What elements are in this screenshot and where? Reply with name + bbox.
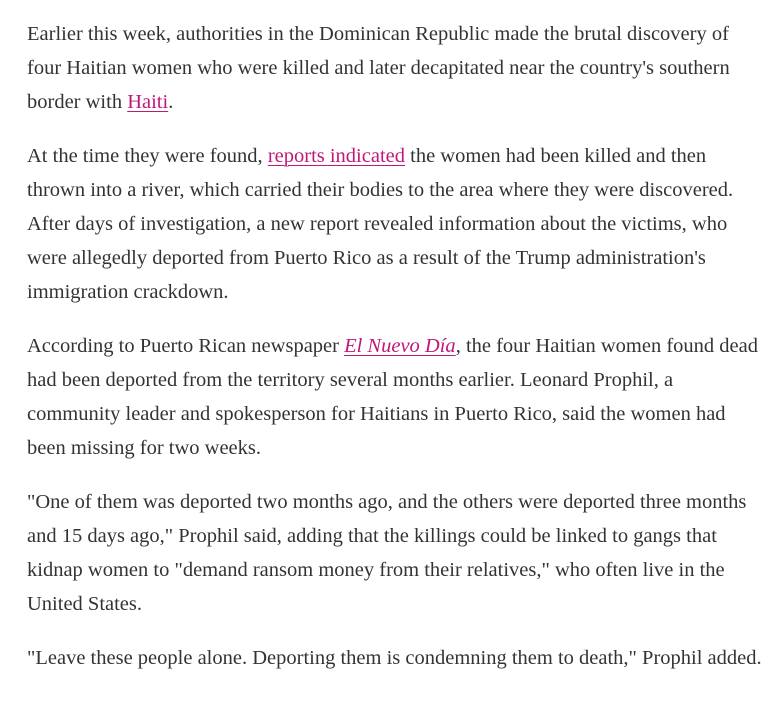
paragraph-1-text-before: Earlier this week, authorities in the Dominican Republic made the brutal discovery of four Haitian women who were killed and later decapitated near the country's southern border with <box>27 23 730 113</box>
paragraph-3-text-before: According to Puerto Rican newspaper <box>27 335 345 357</box>
paragraph-2 <box>27 139 762 309</box>
el-nuevo-dia-link[interactable]: El Nuevo Día <box>344 335 456 357</box>
paragraph-2-text-after: the women had been killed and then thrown into a river, which carried their bodies to the area where they were discovered. After days of investigation, a new report revealed information about the victims, who were allegedly deported from Puerto Rico as a result of the Trump administration's immigration crackdown. <box>27 145 734 303</box>
paragraph-2-text-before: At the time they were found, <box>27 145 268 167</box>
paragraph-3-text-after: , the four Haitian women found dead had been deported from the territory several months earlier. Leonard Prophil, a community leader and spokesperson for Haitians in Puerto Rico, said the women had been missing for two weeks. <box>27 335 758 459</box>
paragraph-1 <box>27 17 762 119</box>
paragraph-5: "Leave these people alone. Deporting them is condemning them to death," Prophil added. <box>27 647 762 669</box>
reports-indicated-link[interactable]: reports indicated <box>267 145 405 167</box>
haiti-link[interactable]: Haiti <box>127 91 169 113</box>
paragraph-1-text-after: . <box>168 91 174 113</box>
paragraph-4: "One of them was deported two months ago, and the others were deported three months and 15 days ago," Prophil said, adding that the killings could be linked to gangs that kidnap women to "demand ransom money from their relatives," who often live in the United States. <box>27 491 747 615</box>
paragraph-3 <box>27 329 762 465</box>
